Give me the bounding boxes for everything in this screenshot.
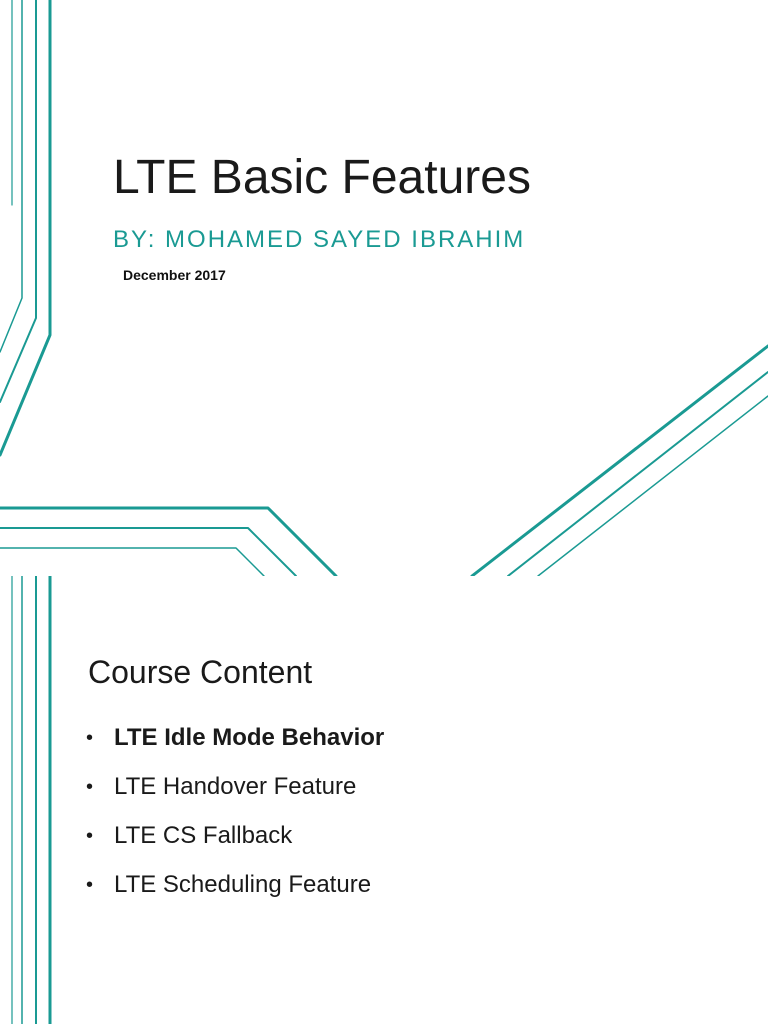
author-subtitle: BY: MOHAMED SAYED IBRAHIM bbox=[113, 226, 526, 253]
list-item bbox=[84, 868, 384, 917]
slide-heading: Course Content bbox=[88, 654, 313, 690]
presentation-date: December 2017 bbox=[123, 267, 226, 283]
list-item bbox=[84, 721, 384, 770]
bullet-icon: • bbox=[86, 874, 94, 896]
list-item bbox=[84, 770, 384, 819]
list-item-label: LTE Idle Mode Behavior bbox=[114, 724, 385, 751]
list-item-label: LTE Scheduling Feature bbox=[114, 871, 372, 898]
list-item-label: LTE Handover Feature bbox=[114, 773, 357, 800]
bullet-icon: • bbox=[86, 776, 94, 798]
slide-title-text: LTE Basic Features bbox=[113, 151, 531, 204]
bullet-icon: • bbox=[86, 825, 94, 847]
list-item-label: LTE CS Fallback bbox=[114, 822, 293, 849]
slide-course-content bbox=[0, 576, 768, 1024]
list-item bbox=[84, 819, 384, 868]
bullet-icon: • bbox=[86, 727, 94, 749]
course-content-list bbox=[84, 721, 384, 917]
